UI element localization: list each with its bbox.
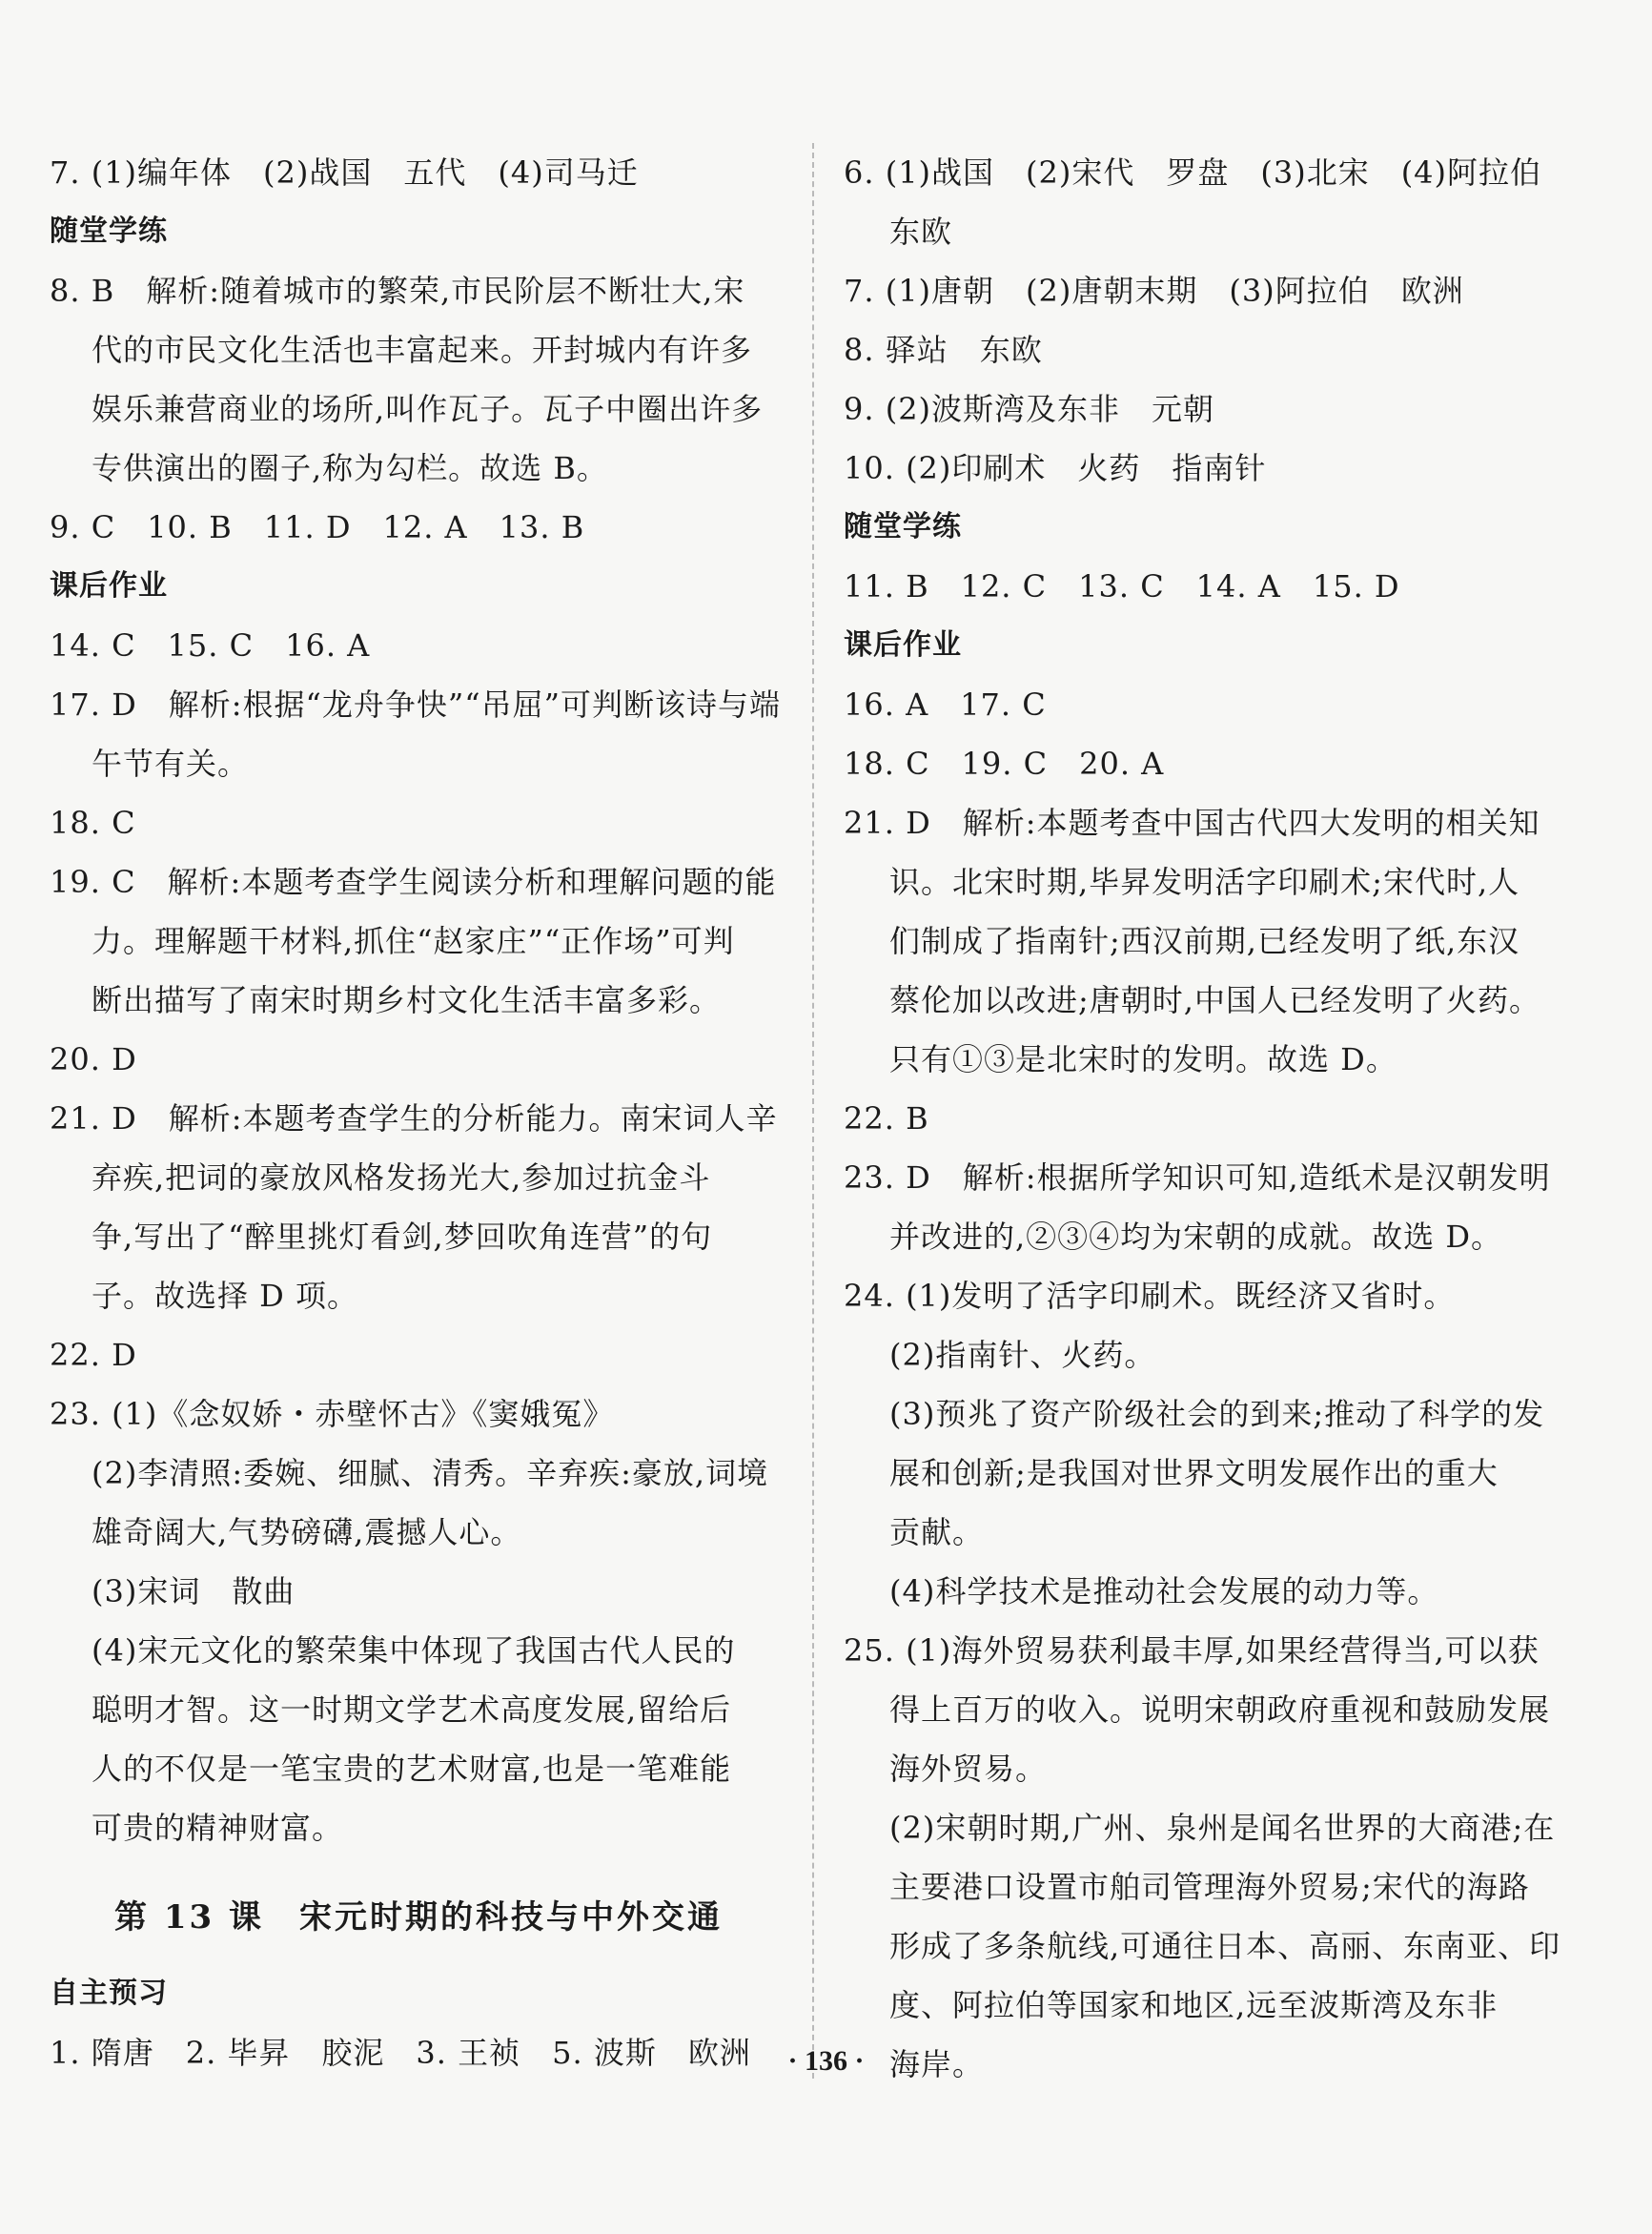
answer-line: 22. B [844,1100,929,1137]
answer-line: 们制成了指南针;西汉前期,已经发明了纸,东汉 [889,923,1520,959]
lesson-title: 第 13 课 宋元时期的科技与中外交通 [114,1898,723,1937]
answer-line: 19. C 解析:本题考查学生阅读分析和理解问题的能 [50,864,777,900]
column-divider [812,143,814,2079]
answer-line: 9. C 10. B 11. D 12. A 13. B [50,509,585,545]
answer-line: 力。理解题干材料,抓住“赵家庄”“正作场”可判 [92,923,735,959]
answer-line: 海外贸易。 [889,1751,1048,1787]
left-column [50,143,784,2082]
answer-line: 子。故选择 D 项。 [92,1278,359,1314]
answer-line: 可贵的精神财富。 [92,1810,344,1846]
answer-line: (2)宋朝时期,广州、泉州是闻名世界的大商港;在 [889,1810,1556,1846]
answer-line: 8. 驿站 东欧 [844,332,1043,368]
answer-line: 7. (1)编年体 (2)战国 五代 (4)司马迁 [50,154,639,191]
answer-line: 21. D 解析:本题考查中国古代四大发明的相关知 [844,805,1540,841]
answer-line: 并改进的,②③④均为宋朝的成就。故选 D。 [889,1219,1503,1255]
answer-line: 17. D 解析:根据“龙舟争快”“吊屈”可判断该诗与端 [50,687,781,723]
answer-line: 1. 隋唐 2. 毕昇 胶泥 3. 王祯 5. 波斯 欧洲 [50,2035,751,2071]
answer-line: 10. (2)印刷术 火药 指南针 [844,450,1267,486]
answer-line: 18. C [50,805,136,841]
answer-line: 聪明才智。这一时期文学艺术高度发展,留给后 [92,1691,732,1728]
answer-line: 23. (1)《念奴娇・赤壁怀古》《窦娥冤》 [50,1396,615,1432]
answer-line: (4)宋元文化的繁荣集中体现了我国古代人民的 [92,1632,736,1669]
answer-line: 得上百万的收入。说明宋朝政府重视和鼓励发展 [889,1691,1551,1728]
answer-line: 贡献。 [889,1514,985,1550]
answer-line: 21. D 解析:本题考查学生的分析能力。南宋词人辛 [50,1100,778,1137]
answer-line: 代的市民文化生活也丰富起来。开封城内有许多 [92,332,753,368]
answer-line: 20. D [50,1041,137,1077]
answer-line: 专供演出的圈子,称为勾栏。故选 B。 [92,450,608,486]
answer-line: 午节有关。 [92,746,250,782]
answer-line: (4)科学技术是推动社会发展的动力等。 [889,1573,1439,1609]
section-heading: 课后作业 [50,569,168,603]
answer-line: 主要港口设置市舶司管理海外贸易;宋代的海路 [889,1869,1530,1905]
answer-line: 只有①③是北宋时的发明。故选 D。 [889,1041,1397,1077]
answer-line: 雄奇阔大,气势磅礴,震撼人心。 [92,1514,522,1550]
answer-line: 度、阿拉伯等国家和地区,远至波斯湾及东非 [889,1987,1499,2023]
section-heading: 随堂学练 [844,510,962,543]
answer-line: (2)指南针、火药。 [889,1337,1156,1373]
answer-line: 8. B 解析:随着城市的繁荣,市民阶层不断壮大,宋 [50,273,745,309]
answer-line: 7. (1)唐朝 (2)唐朝末期 (3)阿拉伯 欧洲 [844,273,1464,309]
page-number: · 136 · [787,2045,865,2077]
answer-line: 6. (1)战国 (2)宋代 罗盘 (3)北宋 (4)阿拉伯 [844,154,1542,191]
answer-line: 形成了多条航线,可通往日本、高丽、东南亚、印 [889,1928,1561,1964]
answer-line: 24. (1)发明了活字印刷术。既经济又省时。 [844,1278,1456,1314]
section-heading: 自主预习 [50,1977,168,2010]
answer-line: 25. (1)海外贸易获利最丰厚,如果经营得当,可以获 [844,1632,1540,1669]
answer-line: 蔡伦加以改进;唐朝时,中国人已经发明了火药。 [889,982,1540,1018]
answer-line: 14. C 15. C 16. A [50,627,371,664]
section-heading: 课后作业 [844,628,962,662]
answer-line: 9. (2)波斯湾及东非 元朝 [844,391,1215,427]
answer-line: 23. D 解析:根据所学知识可知,造纸术是汉朝发明 [844,1159,1551,1196]
answer-line: 18. C 19. C 20. A [844,746,1165,782]
answer-line: 识。北宋时期,毕昇发明活字印刷术;宋代时,人 [889,864,1520,900]
answer-line: 11. B 12. C 13. C 14. A 15. D [844,568,1400,605]
right-column [844,143,1597,2094]
answer-line: 人的不仅是一笔宝贵的艺术财富,也是一笔难能 [92,1751,732,1787]
answer-line: (2)李清照:委婉、细腻、清秀。辛弃疾:豪放,词境 [92,1455,769,1491]
answer-line: 争,写出了“醉里挑灯看剑,梦回吹角连营”的句 [92,1219,713,1255]
answer-line: 海岸。 [889,2046,985,2082]
answer-line: 弃疾,把词的豪放风格发扬光大,参加过抗金斗 [92,1159,711,1196]
answer-line: 22. D [50,1337,137,1373]
answer-line: 16. A 17. C [844,687,1047,723]
answer-line: 断出描写了南宋时期乡村文化生活丰富多彩。 [92,982,722,1018]
section-heading: 随堂学练 [50,215,168,248]
answer-line: 东欧 [889,214,953,250]
answer-line: 展和创新;是我国对世界文明发展作出的重大 [889,1455,1499,1491]
answer-line: (3)预兆了资产阶级社会的到来;推动了科学的发 [889,1396,1545,1432]
answer-line: (3)宋词 散曲 [92,1573,296,1609]
answer-line: 娱乐兼营商业的场所,叫作瓦子。瓦子中圈出许多 [92,391,764,427]
